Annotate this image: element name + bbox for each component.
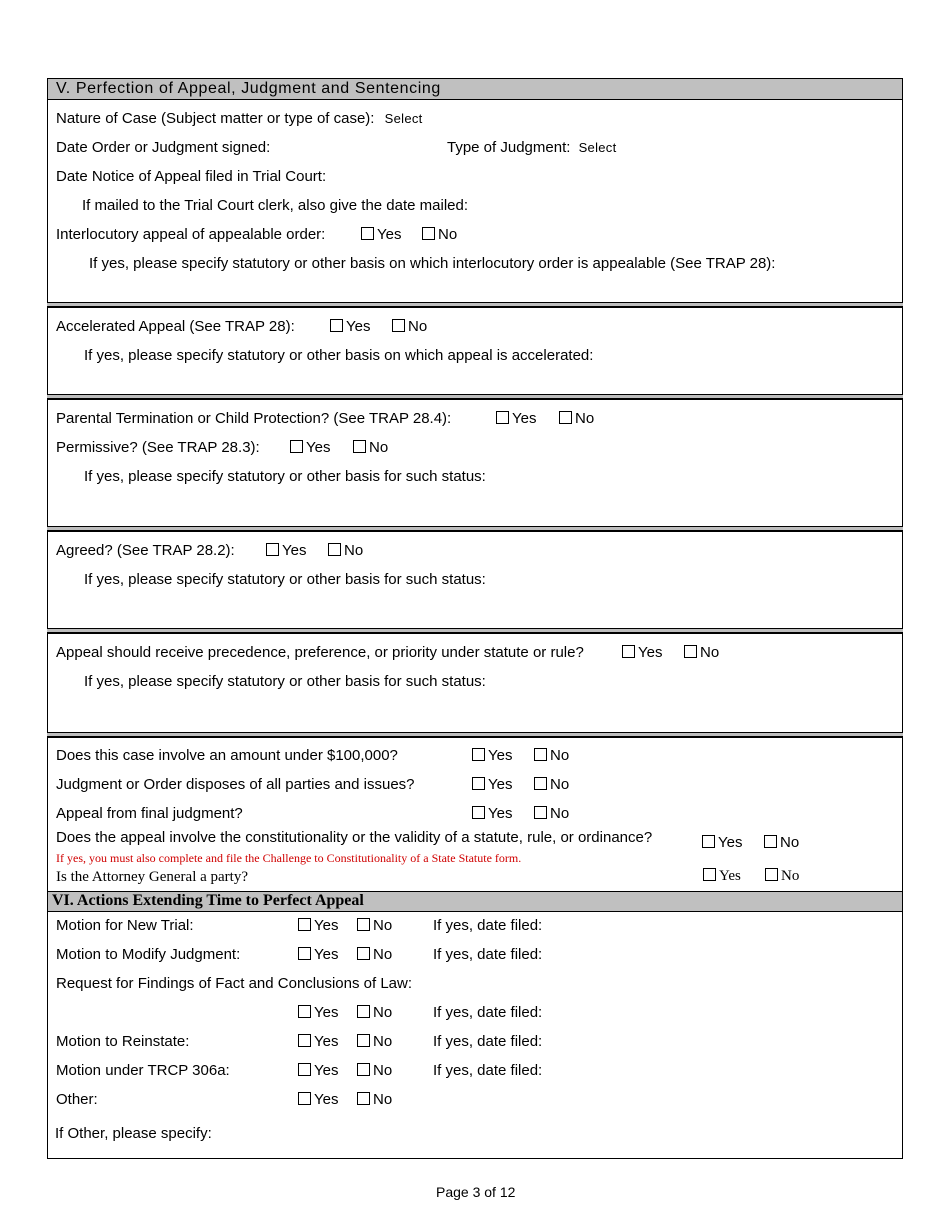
accelerated-yes-checkbox[interactable] <box>330 319 343 332</box>
no-label: No <box>373 1091 393 1108</box>
no-label: No <box>408 318 428 335</box>
yes-label: Yes <box>719 868 741 884</box>
other-no-checkbox[interactable] <box>357 1092 370 1105</box>
no-label: No <box>373 917 393 934</box>
other-yes-checkbox[interactable] <box>298 1092 311 1105</box>
attorney-general-no[interactable] <box>765 868 799 885</box>
findings-yes[interactable] <box>298 1004 338 1021</box>
agreed-label: Agreed? (See TRAP 28.2): <box>56 542 235 559</box>
yes-label: Yes <box>314 1091 339 1108</box>
if-mailed-label: If mailed to the Trial Court clerk, also give the date mailed: <box>82 197 469 214</box>
disposes-no-checkbox[interactable] <box>534 777 547 790</box>
type-of-judgment-row <box>447 139 617 156</box>
accelerated-yes[interactable] <box>330 318 370 335</box>
trcp-label: Motion under TRCP 306a: <box>56 1062 230 1079</box>
no-label: No <box>344 542 364 559</box>
reinstate-no-checkbox[interactable] <box>357 1034 370 1047</box>
agreed-yes-checkbox[interactable] <box>266 543 279 556</box>
yes-label: Yes <box>512 410 537 427</box>
accelerated-detail: If yes, please specify statutory or other basis on which appeal is accelerated: <box>84 347 594 364</box>
modify-judgment-label: Motion to Modify Judgment: <box>56 946 241 963</box>
nature-of-case-select[interactable]: Select <box>384 111 423 126</box>
amount-label: Does this case involve an amount under $100,000? <box>56 747 398 764</box>
permissive-no[interactable] <box>353 439 388 456</box>
section-6-title: VI. Actions Extending Time to Perfect Appeal <box>52 892 364 909</box>
yes-label: Yes <box>346 318 371 335</box>
reinstate-no[interactable] <box>357 1033 392 1050</box>
constitutional-no-checkbox[interactable] <box>764 835 777 848</box>
attorney-general-yes-checkbox[interactable] <box>703 868 716 881</box>
interlocutory-label: Interlocutory appeal of appealable order: <box>56 226 326 243</box>
trcp-no-checkbox[interactable] <box>357 1063 370 1076</box>
yes-label: Yes <box>488 776 513 793</box>
trcp-date-label: If yes, date filed: <box>433 1062 543 1079</box>
yes-label: Yes <box>638 644 663 661</box>
agreed-yes[interactable] <box>266 542 306 559</box>
date-notice-label: Date Notice of Appeal filed in Trial Court: <box>56 168 327 185</box>
modify-judgment-no-checkbox[interactable] <box>357 947 370 960</box>
no-label: No <box>373 1004 393 1021</box>
findings-yes-checkbox[interactable] <box>298 1005 311 1018</box>
amount-yes-checkbox[interactable] <box>472 748 485 761</box>
attorney-general-label: Is the Attorney General a party? <box>56 869 249 885</box>
amount-yes[interactable] <box>472 747 512 764</box>
modify-judgment-yes[interactable] <box>298 946 338 963</box>
findings-no[interactable] <box>357 1004 392 1021</box>
parental-label: Parental Termination or Child Protection? (See TRAP 28.4): <box>56 410 452 427</box>
precedence-no-checkbox[interactable] <box>684 645 697 658</box>
new-trial-no-checkbox[interactable] <box>357 918 370 931</box>
final-judgment-yes-checkbox[interactable] <box>472 806 485 819</box>
new-trial-label: Motion for New Trial: <box>56 917 194 934</box>
yes-label: Yes <box>488 747 513 764</box>
interlocutory-no[interactable] <box>422 226 457 243</box>
new-trial-yes[interactable] <box>298 917 338 934</box>
precedence-detail: If yes, please specify statutory or other basis for such status: <box>84 673 486 690</box>
interlocutory-yes-checkbox[interactable] <box>361 227 374 240</box>
constitutional-yes-checkbox[interactable] <box>702 835 715 848</box>
final-judgment-yes[interactable] <box>472 805 512 822</box>
yes-label: Yes <box>377 226 402 243</box>
parental-no[interactable] <box>559 410 594 427</box>
yes-label: Yes <box>718 834 743 851</box>
section-5-header <box>47 78 903 100</box>
amount-no[interactable] <box>534 747 569 764</box>
yes-label: Yes <box>314 1062 339 1079</box>
no-label: No <box>438 226 458 243</box>
disposes-yes[interactable] <box>472 776 512 793</box>
no-label: No <box>373 1033 393 1050</box>
precedence-yes[interactable] <box>622 644 662 661</box>
reinstate-label: Motion to Reinstate: <box>56 1033 190 1050</box>
modify-judgment-yes-checkbox[interactable] <box>298 947 311 960</box>
disposes-no[interactable] <box>534 776 569 793</box>
parental-yes-checkbox[interactable] <box>496 411 509 424</box>
attorney-general-no-checkbox[interactable] <box>765 868 778 881</box>
no-label: No <box>373 946 393 963</box>
precedence-label: Appeal should receive precedence, preference, or priority under statute or rule? <box>56 644 584 661</box>
permissive-detail: If yes, please specify statutory or other basis for such status: <box>84 468 486 485</box>
no-label: No <box>575 410 595 427</box>
amount-no-checkbox[interactable] <box>534 748 547 761</box>
attorney-general-yes[interactable] <box>703 868 741 885</box>
final-judgment-no-checkbox[interactable] <box>534 806 547 819</box>
other-yes[interactable] <box>298 1091 338 1108</box>
permissive-yes-checkbox[interactable] <box>290 440 303 453</box>
type-of-judgment-select[interactable]: Select <box>578 140 617 155</box>
findings-date-label: If yes, date filed: <box>433 1004 543 1021</box>
section-6-header <box>47 891 903 912</box>
agreed-no-checkbox[interactable] <box>328 543 341 556</box>
reinstate-date-label: If yes, date filed: <box>433 1033 543 1050</box>
constitutional-note: If yes, you must also complete and file the Challenge to Constitutionality of a State Statute form. <box>56 851 522 865</box>
disposes-yes-checkbox[interactable] <box>472 777 485 790</box>
agreed-no[interactable] <box>328 542 363 559</box>
yes-label: Yes <box>314 946 339 963</box>
no-label: No <box>780 834 800 851</box>
accelerated-no-checkbox[interactable] <box>392 319 405 332</box>
yes-label: Yes <box>314 1004 339 1021</box>
accelerated-label: Accelerated Appeal (See TRAP 28): <box>56 318 295 335</box>
nature-of-case-row <box>56 110 423 127</box>
new-trial-no[interactable] <box>357 917 392 934</box>
yes-label: Yes <box>488 805 513 822</box>
page-number: Page 3 of 12 <box>436 1184 516 1200</box>
no-label: No <box>700 644 720 661</box>
interlocutory-yes[interactable] <box>361 226 401 243</box>
yes-label: Yes <box>314 917 339 934</box>
constitutional-label: Does the appeal involve the constitutionality or the validity of a statute, rule, or ordinance? <box>56 829 653 846</box>
other-specify-label: If Other, please specify: <box>55 1125 212 1142</box>
modify-judgment-no[interactable] <box>357 946 392 963</box>
disposes-label: Judgment or Order disposes of all parties and issues? <box>56 776 415 793</box>
new-trial-yes-checkbox[interactable] <box>298 918 311 931</box>
modify-judgment-date-label: If yes, date filed: <box>433 946 543 963</box>
no-label: No <box>373 1062 393 1079</box>
interlocutory-no-checkbox[interactable] <box>422 227 435 240</box>
no-label: No <box>550 776 570 793</box>
parental-no-checkbox[interactable] <box>559 411 572 424</box>
yes-label: Yes <box>314 1033 339 1050</box>
reinstate-yes[interactable] <box>298 1033 338 1050</box>
yes-label: Yes <box>306 439 331 456</box>
interlocutory-detail: If yes, please specify statutory or other basis on which interlocutory order is appealable (See TRAP 28): <box>89 255 776 272</box>
no-label: No <box>550 805 570 822</box>
final-judgment-no[interactable] <box>534 805 569 822</box>
no-label: No <box>369 439 389 456</box>
parental-yes[interactable] <box>496 410 536 427</box>
date-order-label: Date Order or Judgment signed: <box>56 139 271 156</box>
other-no[interactable] <box>357 1091 392 1108</box>
trcp-yes[interactable] <box>298 1062 338 1079</box>
constitutional-yes[interactable] <box>702 834 742 851</box>
other-label: Other: <box>56 1091 98 1108</box>
findings-no-checkbox[interactable] <box>357 1005 370 1018</box>
reinstate-yes-checkbox[interactable] <box>298 1034 311 1047</box>
new-trial-date-label: If yes, date filed: <box>433 917 543 934</box>
trcp-no[interactable] <box>357 1062 392 1079</box>
agreed-detail: If yes, please specify statutory or other basis for such status: <box>84 571 486 588</box>
nature-of-case-label: Nature of Case (Subject matter or type of case): <box>56 110 375 127</box>
accelerated-no[interactable] <box>392 318 427 335</box>
section-5-title: V. Perfection of Appeal, Judgment and Sentencing <box>56 80 441 97</box>
permissive-yes[interactable] <box>290 439 330 456</box>
findings-label: Request for Findings of Fact and Conclusions of Law: <box>56 975 413 992</box>
constitutional-no[interactable] <box>764 834 799 851</box>
permissive-no-checkbox[interactable] <box>353 440 366 453</box>
final-judgment-label: Appeal from final judgment? <box>56 805 243 822</box>
no-label: No <box>781 868 800 884</box>
type-of-judgment-label: Type of Judgment: <box>447 139 571 156</box>
no-label: No <box>550 747 570 764</box>
permissive-label: Permissive? (See TRAP 28.3): <box>56 439 260 456</box>
precedence-yes-checkbox[interactable] <box>622 645 635 658</box>
trcp-yes-checkbox[interactable] <box>298 1063 311 1076</box>
yes-label: Yes <box>282 542 307 559</box>
precedence-no[interactable] <box>684 644 719 661</box>
